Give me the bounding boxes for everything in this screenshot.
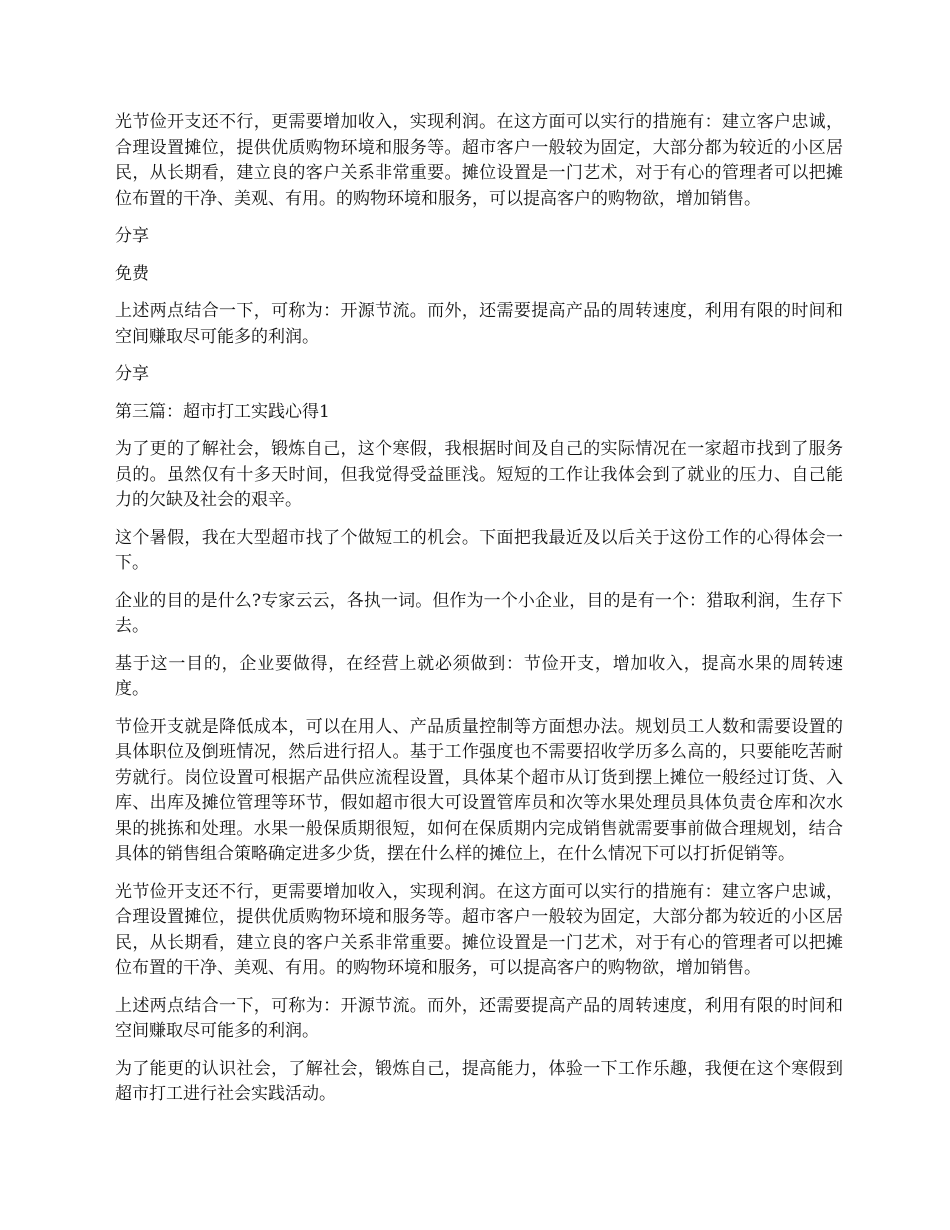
paragraph-enterprise-goal: 企业的目的是什么?专家云云，各执一词。但作为一个小企业，目的是有一个：猎取利润，生存下去。 — [115, 590, 843, 636]
section-heading: 第三篇：超市打工实践心得1 — [115, 401, 330, 422]
paragraph-cost-control-revenue: 光节俭开支还不行，更需要增加收入，实现利润。在这方面可以实行的措施有：建立客户忠诚，合理设置摊位，提供优质购物环境和服务等。超市客户一般较为固定，大部分都为较近的小区居民，从长期看，建立良的客户关系非常重要。摊位设置是一门艺术，对于有心的管理者可以把摊位布置的干净、美观、有用。的购物环境和服务，可以提高客户的购物欲，增加销售。 — [115, 881, 843, 978]
paragraph-summer-job: 这个暑假，我在大型超市找了个做短工的机会。下面把我最近及以后关于这份工作的心得体会一下。 — [115, 527, 843, 573]
paragraph-open-source-reduce-cost: 上述两点结合一下，可称为：开源节流。而外，还需要提高产品的周转速度，利用有限的时间和空间赚取尽可能多的利润。 — [115, 995, 843, 1041]
free-label: 免费 — [115, 263, 149, 284]
paragraph-operations-goal: 基于这一目的，企业要做得，在经营上就必须做到：节俭开支，增加收入，提高水果的周转速度。 — [115, 653, 843, 699]
share-label: 分享 — [115, 226, 149, 246]
document-page — [115, 110, 843, 1120]
paragraph-social-practice: 为了能更的认识社会，了解社会，锻炼自己，提高能力，体验一下工作乐趣，我便在这个寒假到超市打工进行社会实践活动。 — [115, 1058, 843, 1104]
paragraph-winter-job: 为了更的了解社会，锻炼自己，这个寒假，我根据时间及自己的实际情况在一家超市找到了服务员的。虽然仅有十多天时间，但我觉得受益匪浅。短短的工作让我体会到了就业的压力、自己能力的欠缺及社会的艰辛。 — [115, 439, 843, 510]
paragraph-cost-control-revenue: 光节俭开支还不行，更需要增加收入，实现利润。在这方面可以实行的措施有：建立客户忠诚，合理设置摊位，提供优质购物环境和服务等。超市客户一般较为固定，大部分都为较近的小区居民，从长期看，建立良的客户关系非常重要。摊位设置是一门艺术，对于有心的管理者可以把摊位布置的干净、美观、有用。的购物环境和服务，可以提高客户的购物欲，增加销售。 — [115, 112, 843, 209]
share-label: 分享 — [115, 364, 149, 384]
paragraph-cost-reduction: 节俭开支就是降低成本，可以在用人、产品质量控制等方面想办法。规划员工人数和需要设置的具体职位及倒班情况，然后进行招人。基于工作强度也不需要招收学历多么高的，只要能吃苦耐劳就行。岗位设置可根据产品供应流程设置，具体某个超市从订货到摆上摊位一般经过订货、入库、出库及摊位管理等环节，假如超市很大可设置管库员和次等水果处理员具体负责仓库和次水果的挑拣和处理。水果一般保质期很短，如何在保质期内完成销售就需要事前做合理规划，结合具体的销售组合策略确定进多少货，摆在什么样的摊位上，在什么情况下可以打折促销等。 — [115, 716, 843, 864]
paragraph-open-source-reduce-cost: 上述两点结合一下，可称为：开源节流。而外，还需要提高产品的周转速度，利用有限的时间和空间赚取尽可能多的利润。 — [115, 301, 843, 347]
